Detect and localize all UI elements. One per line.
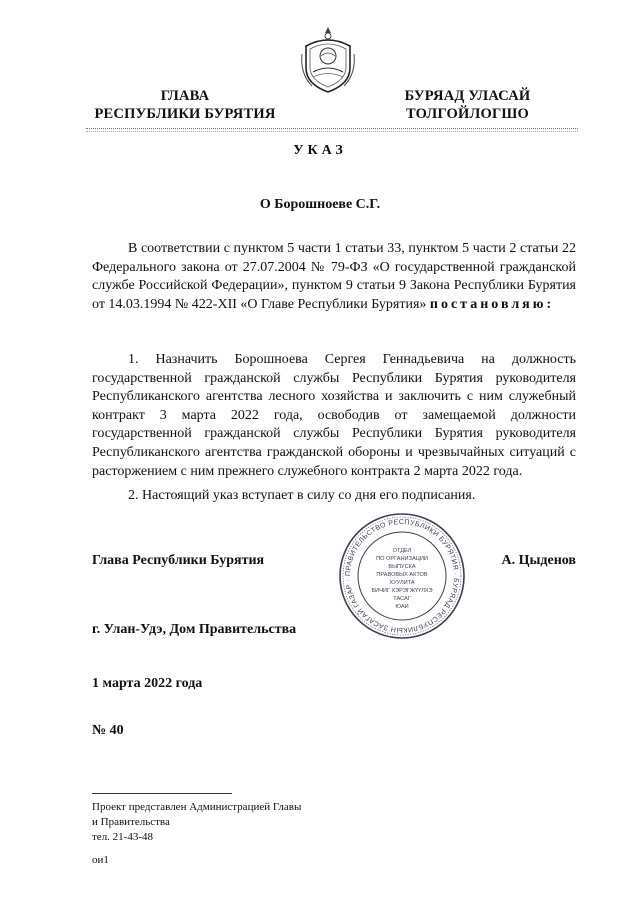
seal-ring-text: ПРАВИТЕЛЬСТВО РЕСПУБЛИКИ БУРЯТИЯ · БУРЯАД РЕСПУБЛИКЫН ЗАСАГАЙ ГАЗАР · bbox=[344, 518, 460, 634]
preamble-text: В соответствии с пунктом 5 части 1 статьи 33, пунктом 5 части 2 статьи 22 Федерального закона от 27.07.2004 № 79-ФЗ «О государственной гражданской службе Российской Федерации», пунктом 9 статьи 9 Закона Республики Бурятия от 14.03.1994 № 422-XII «О Главе Республики Бурятия» bbox=[92, 241, 576, 312]
footnote-line1: Проект представлен Администрацией Главы bbox=[92, 801, 302, 813]
issue-place: г. Улан-Удэ, Дом Правительства bbox=[92, 622, 297, 637]
header-divider bbox=[86, 128, 578, 129]
seal-line: ЮАИ bbox=[395, 604, 409, 610]
official-seal-stamp bbox=[338, 512, 466, 640]
item-2-paragraph: 2. Настоящий указ вступает в силу со дня его подписания. bbox=[128, 488, 476, 503]
signatory-name: А. Цыденов bbox=[501, 553, 576, 568]
footnote bbox=[92, 800, 301, 845]
seal-line: ПО ОРГАНИЗАЦИИ bbox=[376, 556, 428, 562]
seal-line: БИЧИГ ХЭРЭГЖҮҮЛХЭ bbox=[371, 588, 433, 594]
issue-date: 1 марта 2022 года bbox=[92, 676, 203, 691]
seal-line: ПРАВОВЫХ АКТОВ bbox=[376, 572, 428, 578]
header-divider-secondary bbox=[86, 131, 578, 132]
document-code: ои1 bbox=[92, 854, 109, 866]
document-title: УКАЗ bbox=[293, 143, 347, 158]
header-left bbox=[80, 87, 290, 123]
footnote-divider bbox=[92, 793, 232, 794]
header-right-line2: ТОЛГОЙЛОГШО bbox=[406, 106, 529, 122]
header-left-line1: ГЛАВА bbox=[160, 88, 210, 104]
header-right bbox=[385, 87, 550, 123]
signatory-position: Глава Республики Бурятия bbox=[92, 553, 265, 568]
preamble-paragraph bbox=[92, 240, 576, 314]
header-right-line1: БУРЯАД УЛАСАЙ bbox=[404, 88, 531, 104]
seal-line: ТАСАГ bbox=[393, 596, 411, 602]
seal-line: ХУУЛИТА bbox=[389, 580, 415, 586]
decree-word: постановляю: bbox=[429, 296, 555, 312]
decree-number: № 40 bbox=[92, 723, 124, 738]
seal-line: ВЫПУСКА bbox=[388, 564, 416, 570]
item-1-paragraph: 1. Назначить Борошноева Сергея Геннадьевича на должность государственной гражданской службы Республики Бурятия руководителя Республиканского агентства лесного хозяйства и заключить с ним служебный контракт 3 марта 2022 года, освободив от замещаемой должности государственной гражданской службы Республики Бурятия руководителя Республиканского агентства гражданской обороны и чрезвычайных ситуаций с расторжением с ним прежнего служебного контракта 2 марта 2022 года. bbox=[92, 352, 576, 479]
document-subject: О Борошноеве С.Г. bbox=[259, 197, 381, 212]
coat-of-arms-emblem bbox=[298, 24, 358, 96]
footnote-line2: и Правительства bbox=[92, 816, 170, 828]
header-left-line2: РЕСПУБЛИКИ БУРЯТИЯ bbox=[94, 106, 276, 122]
footnote-line3: тел. 21-43-48 bbox=[92, 831, 154, 843]
seal-line: ОТДЕЛ bbox=[392, 548, 412, 554]
